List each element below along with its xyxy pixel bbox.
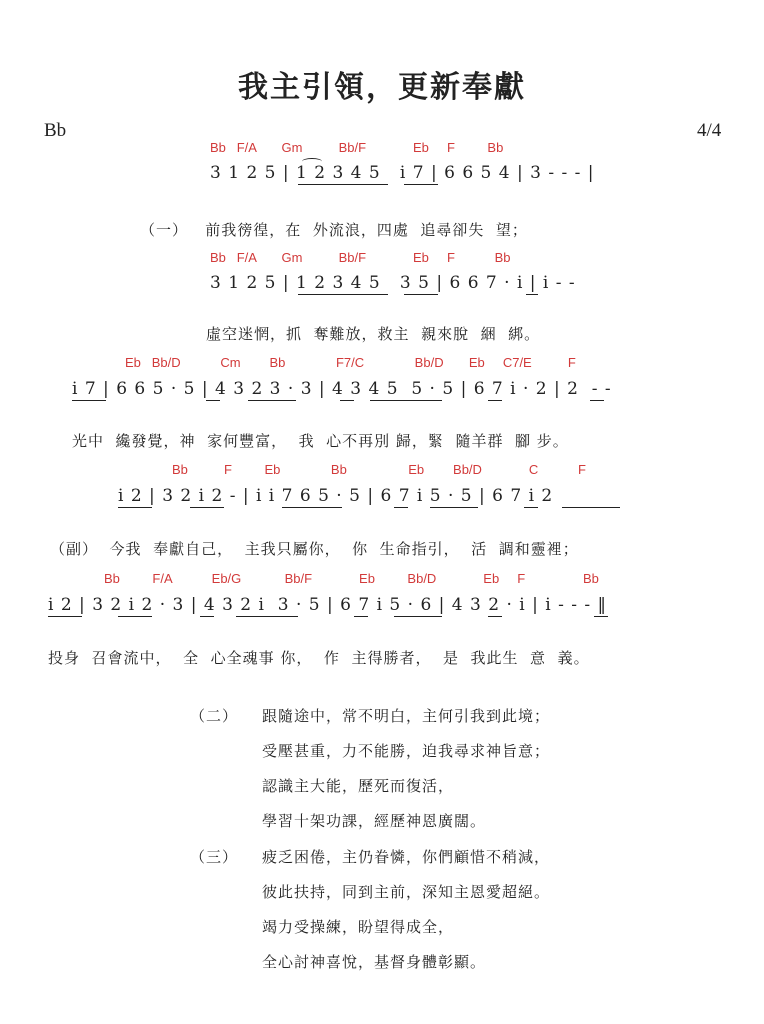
chord-line-5: Bb F/A Eb/G Bb/F Eb Bb/D Eb F Bb — [104, 571, 599, 586]
beam-underline — [248, 400, 296, 401]
chord-line-4: Bb F Eb Bb Eb Bb/D C F — [172, 462, 586, 477]
verse-3-line-3: 竭力受操練，盼望得成全， — [262, 918, 455, 936]
chord-line-2: Bb F/A Gm Bb/F Eb F Bb — [210, 250, 511, 265]
beam-underline — [282, 507, 342, 508]
lyric-line-4: （副） 今我 奉獻自己， 主我只屬你， 你 生命指引， 活 調和靈裡； — [50, 540, 579, 558]
verse-2-line-2: 受壓甚重，力不能勝，迫我尋求神旨意； — [262, 742, 551, 760]
lyric-line-1: （一） 前我徬徨，在 外流浪，四處 追尋卻失 望； — [140, 221, 528, 239]
verse-3-line-2: 彼此扶持，同到主前，深知主恩愛超絕。 — [262, 883, 551, 901]
notation-line-4: i 2 | 3 2 i 2 - | i i 7 6 5 · 5 | 6 7 i 5 · 5 | 6 7 i 2 — [118, 486, 554, 506]
lyric-line-3: 光中 纔發覺，神 家何豐富， 我 心不再別 歸，緊 隨羊群 腳 步。 — [72, 432, 569, 450]
verse-2-line-3: 認識主大能，歷死而復活， — [262, 777, 455, 795]
beam-underline — [236, 616, 298, 617]
beam-underline — [48, 616, 82, 617]
key-signature: Bb — [44, 120, 67, 141]
beam-underline — [526, 294, 538, 295]
beam-underline — [488, 616, 502, 617]
beam-underline — [594, 616, 608, 617]
verse-2-line-4: 學習十架功課，經歷神恩廣闊。 — [262, 812, 487, 830]
time-signature: 4/4 — [697, 120, 722, 141]
beam-underline — [118, 507, 152, 508]
verse-2-line-1: 跟隨途中，常不明白，主何引我到此境； — [262, 707, 551, 725]
tie-mark — [302, 158, 322, 165]
chord-line-3: Eb Bb/D Cm Bb F7/C Bb/D Eb C7/E F — [125, 355, 576, 370]
verse-3-line-1: 疲乏困倦，主仍眷憐，你們顧惜不稍減， — [262, 848, 551, 866]
beam-underline — [190, 507, 224, 508]
verse-label-2: （二） — [190, 707, 239, 725]
beam-underline — [206, 400, 220, 401]
beam-underline — [370, 400, 442, 401]
beam-underline — [394, 616, 442, 617]
notation-line-3: i 7 | 6 6 5 · 5 | 4 3 2 3 · 3 | 4 3 4 5 5 · 5 | 6 7 i · 2 | 2 - - — [72, 379, 612, 399]
verse-label-3: （三） — [190, 848, 239, 866]
lyric-line-5: 投身 召會流中， 全 心全魂事 你， 作 主得勝者， 是 我此生 意 義。 — [48, 649, 590, 667]
beam-underline — [200, 616, 214, 617]
beam-underline — [488, 400, 502, 401]
notation-line-2: 3 1 2 5 | 1 2 3 4 5 3 5 | 6 6 7 · i | i - - — [210, 273, 576, 293]
beam-underline — [298, 184, 388, 185]
beam-underline — [404, 184, 438, 185]
beam-underline — [562, 507, 620, 508]
beam-underline — [524, 507, 538, 508]
notation-line-1: 3 1 2 5 | 1 2 3 4 5 i 7 | 6 6 5 4 | 3 - - - | — [210, 163, 595, 183]
beam-underline — [430, 507, 478, 508]
beam-underline — [340, 400, 354, 401]
song-title: 我主引領，更新奉獻 — [238, 70, 526, 105]
beam-underline — [118, 616, 152, 617]
beam-underline — [298, 294, 388, 295]
chord-line-1: Bb F/A Gm Bb/F Eb F Bb — [210, 140, 504, 155]
verse-3-line-4: 全心討神喜悅，基督身體彰顯。 — [262, 953, 487, 971]
beam-underline — [354, 616, 368, 617]
beam-underline — [404, 294, 438, 295]
lyric-line-2: 虛空迷惘，抓 奪難放，救主 親來脫 綑 綁。 — [206, 325, 541, 343]
beam-underline — [394, 507, 408, 508]
beam-underline — [72, 400, 106, 401]
beam-underline — [590, 400, 604, 401]
notation-line-5: i 2 | 3 2 i 2 · 3 | 4 3 2 i 3 · 5 | 6 7 i 5 · 6 | 4 3 2 · i | i - - - ‖ — [48, 595, 608, 615]
